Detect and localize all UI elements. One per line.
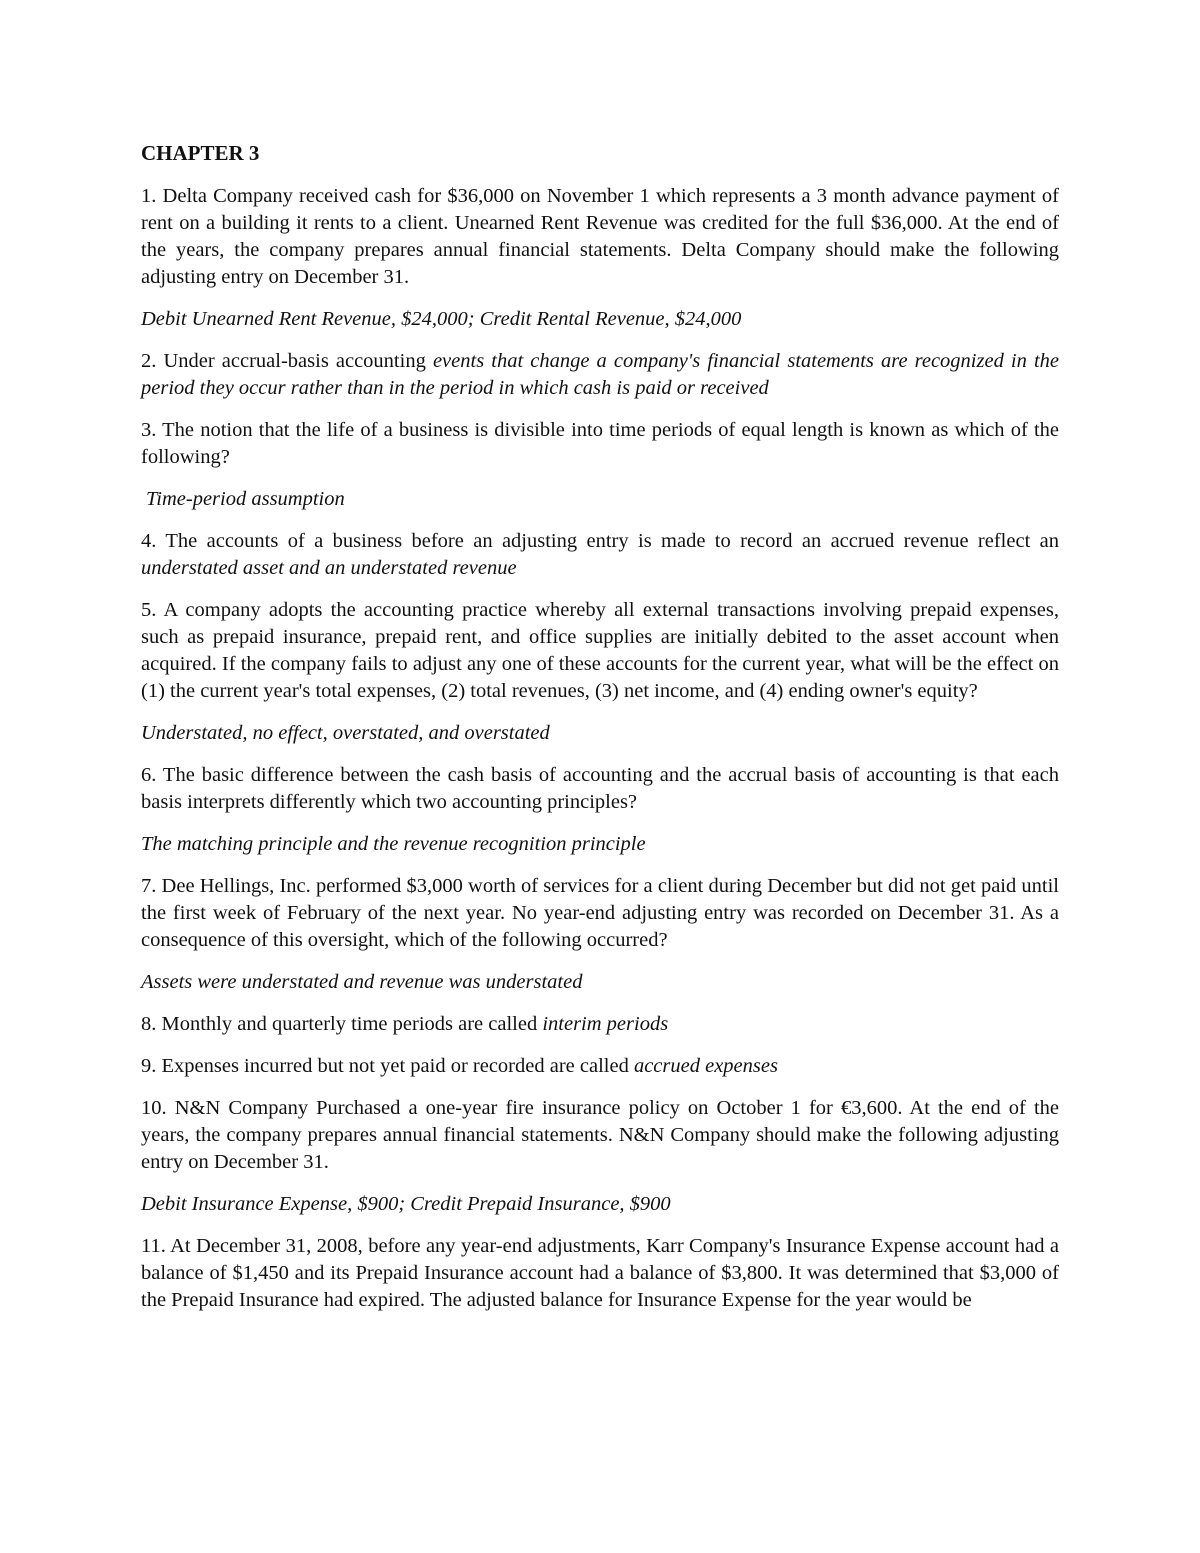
question-1: 1. Delta Company received cash for $36,000 on November 1 which represents a 3 month advance payment of rent on a building it rents to a client. Unearned Rent Revenue was credited for the full $36,000. At the end of the years, the company prepares annual financial statements. Delta Company should make the following adjusting entry on December 31.	[141, 185, 1059, 288]
document-page	[141, 140, 1059, 1329]
answer-6: The matching principle and the revenue recognition principle	[141, 833, 646, 855]
question-2-text: 2. Under accrual-basis accounting	[141, 350, 426, 372]
question-5: 5. A company adopts the accounting practice whereby all external transactions involving prepaid expenses, such as prepaid insurance, prepaid rent, and office supplies are initially debited to the asset account when acquired. If the company fails to adjust any one of these accounts for the current year, what will be the effect on (1) the current year's total expenses, (2) total revenues, (3) net income, and (4) ending owner's equity?	[141, 599, 1059, 702]
answer-8: interim periods	[542, 1013, 669, 1035]
answer-4: understated asset and an understated revenue	[141, 557, 517, 579]
question-2	[141, 348, 1059, 402]
question-3: 3. The notion that the life of a business is divisible into time periods of equal length is known as which of the following?	[141, 419, 1059, 468]
chapter-title: CHAPTER 3	[141, 141, 260, 165]
question-11: 11. At December 31, 2008, before any year-end adjustments, Karr Company's Insurance Expense account had a balance of $1,450 and its Prepaid Insurance account had a balance of $3,800. It was determined that $3,000 of the Prepaid Insurance had expired. The adjusted balance for Insurance Expense for the year would be	[141, 1235, 1059, 1311]
question-6: 6. The basic difference between the cash basis of accounting and the accrual basis of accounting is that each basis interprets differently which two accounting principles?	[141, 764, 1059, 813]
question-4-text: 4. The accounts of a business before an adjusting entry is made to record an accrued revenue reflect an	[141, 530, 1059, 552]
question-10: 10. N&N Company Purchased a one-year fire insurance policy on October 1 for €3,600. At the end of the years, the company prepares annual financial statements. N&N Company should make the following adjusting entry on December 31.	[141, 1097, 1059, 1173]
question-8-text: 8. Monthly and quarterly time periods are called	[141, 1013, 538, 1035]
answer-3: Time-period assumption	[146, 488, 345, 510]
question-4	[141, 528, 1059, 582]
answer-7: Assets were understated and revenue was understated	[141, 971, 583, 993]
answer-9: accrued expenses	[633, 1055, 778, 1077]
answer-5: Understated, no effect, overstated, and overstated	[141, 722, 550, 744]
question-9	[141, 1053, 1059, 1080]
answer-10: Debit Insurance Expense, $900; Credit Prepaid Insurance, $900	[141, 1193, 671, 1215]
question-9-text: 9. Expenses incurred but not yet paid or recorded are called	[141, 1055, 629, 1077]
question-8	[141, 1011, 1059, 1038]
answer-1: Debit Unearned Rent Revenue, $24,000; Credit Rental Revenue, $24,000	[141, 308, 742, 330]
answer-2: events that change a company's financial statements are recognized in the period they occur rather than in the period in which cash is paid or received	[141, 350, 1060, 399]
question-7: 7. Dee Hellings, Inc. performed $3,000 worth of services for a client during December but did not get paid until the first week of February of the next year. No year-end adjusting entry was recorded on December 31. As a consequence of this oversight, which of the following occurred?	[141, 875, 1059, 951]
